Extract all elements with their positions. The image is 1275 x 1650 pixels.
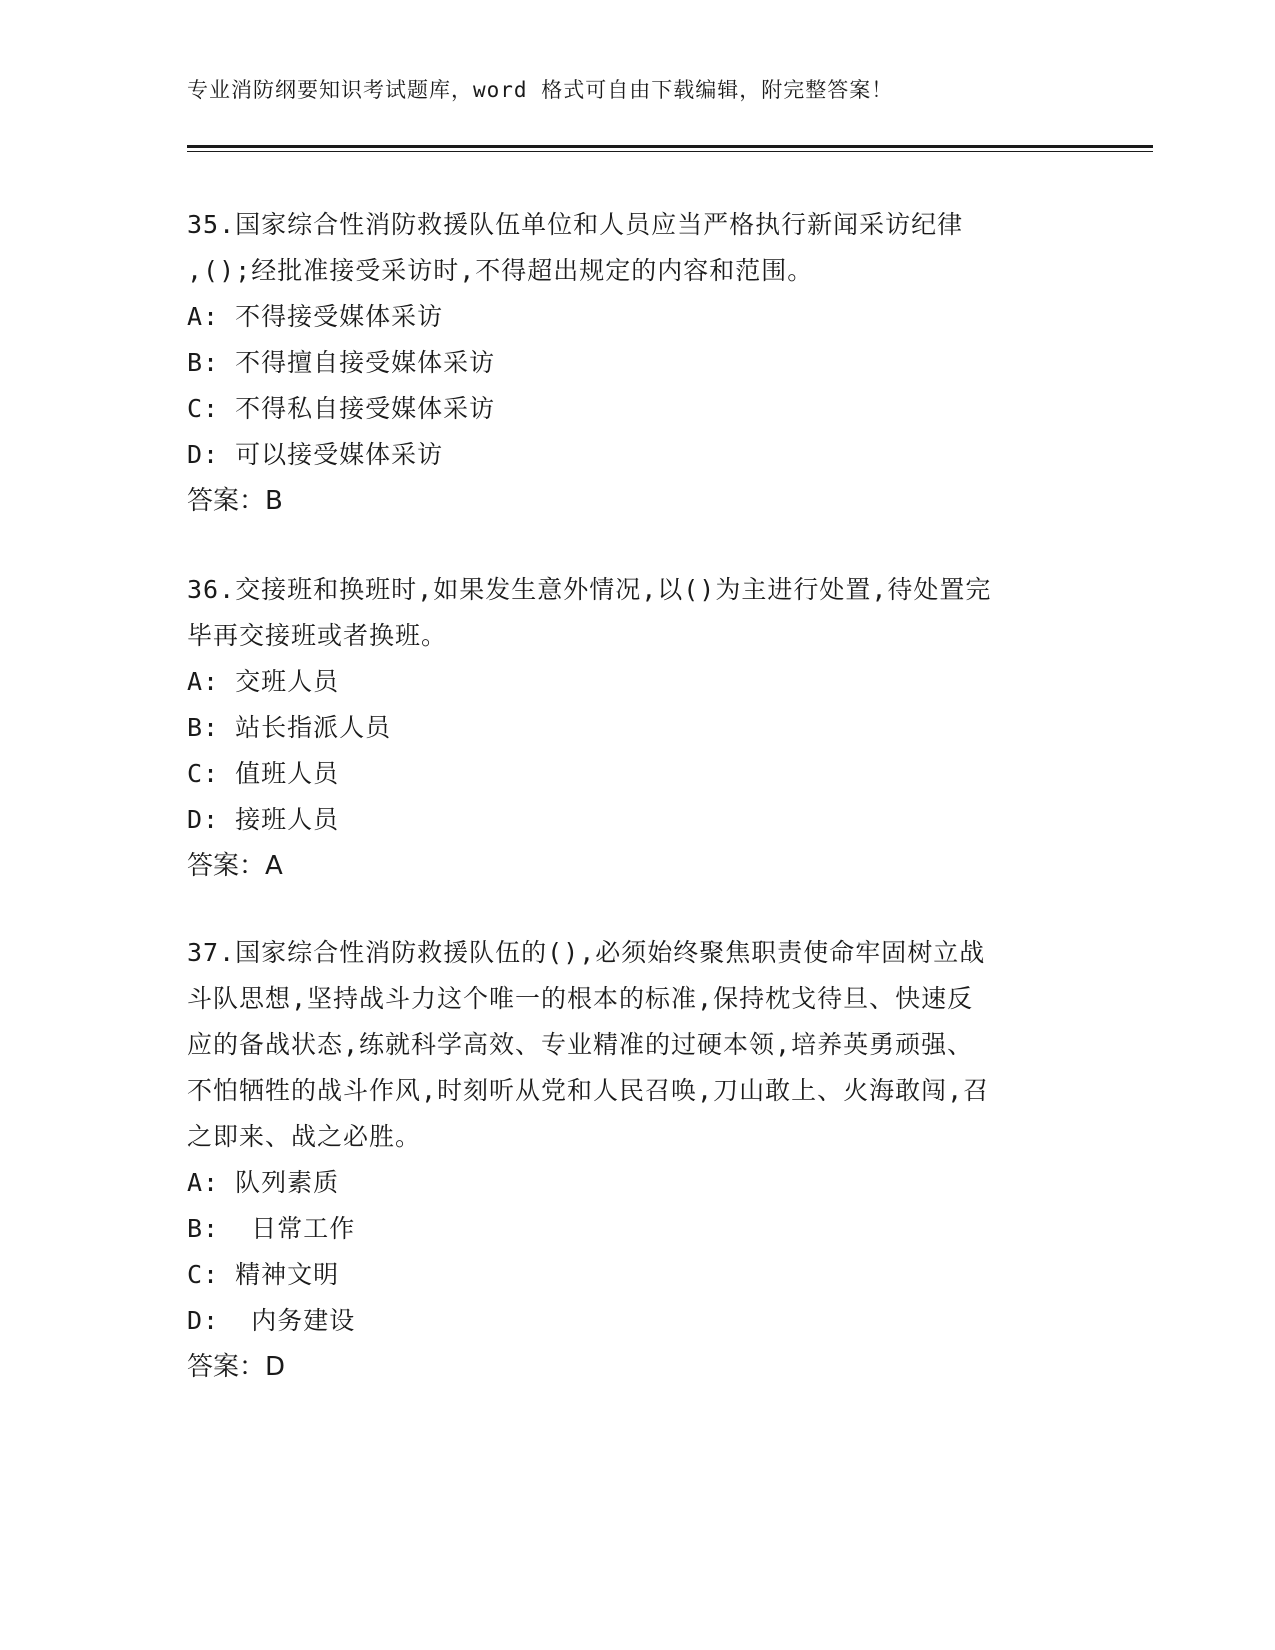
option-a: A: 队列素质 [187, 1168, 340, 1197]
option-c: C: 不得私自接受媒体采访 [187, 394, 496, 423]
header-divider-thick [187, 145, 1153, 148]
option-d: D: 可以接受媒体采访 [187, 440, 444, 469]
question-stem-line: 斗队思想,坚持战斗力这个唯一的根本的标准,保持枕戈待旦、快速反 [187, 984, 974, 1013]
header-divider-thin [187, 151, 1153, 152]
option-a: A: 交班人员 [187, 667, 340, 696]
option-a: A: 不得接受媒体采访 [187, 302, 444, 331]
question-stem-line: 不怕牺牲的战斗作风,时刻听从党和人民召唤,刀山敢上、火海敢闯,召 [187, 1076, 990, 1105]
option-c: C: 值班人员 [187, 759, 340, 788]
option-d: D: 内务建设 [187, 1306, 356, 1335]
question-stem-line: 应的备战状态,练就科学高效、专业精准的过硬本领,培养英勇顽强、 [187, 1030, 974, 1059]
option-b: B: 站长指派人员 [187, 713, 392, 742]
answer-text: 答案：B [187, 486, 283, 516]
option-c: C: 精神文明 [187, 1260, 340, 1289]
answer-text: 答案：D [187, 1352, 286, 1382]
question-stem [187, 930, 1087, 1160]
question-stem-line: 之即来、战之必胜。 [187, 1122, 422, 1151]
question-stem-line: 37.国家综合性消防救援队伍的(),必须始终聚焦职责使命牢固树立战 [187, 938, 986, 967]
question-stem-line: ,();经批准接受采访时,不得超出规定的内容和范围。 [187, 256, 814, 285]
question-stem [187, 567, 1087, 659]
question-stem-line: 35.国家综合性消防救援队伍单位和人员应当严格执行新闻采访纪律 [187, 210, 964, 239]
option-b: B: 日常工作 [187, 1214, 356, 1243]
question-35 [187, 202, 1087, 524]
question-stem [187, 202, 1087, 294]
question-stem-line: 36.交接班和换班时,如果发生意外情况,以()为主进行处置,待处置完 [187, 575, 992, 604]
option-d: D: 接班人员 [187, 805, 340, 834]
page-header-text: 专业消防纲要知识考试题库，word 格式可自由下载编辑，附完整答案！ [187, 78, 894, 102]
question-stem-line: 毕再交接班或者换班。 [187, 621, 448, 650]
question-37 [187, 930, 1087, 1390]
answer-text: 答案：A [187, 851, 283, 881]
question-36 [187, 567, 1087, 889]
option-b: B: 不得擅自接受媒体采访 [187, 348, 496, 377]
